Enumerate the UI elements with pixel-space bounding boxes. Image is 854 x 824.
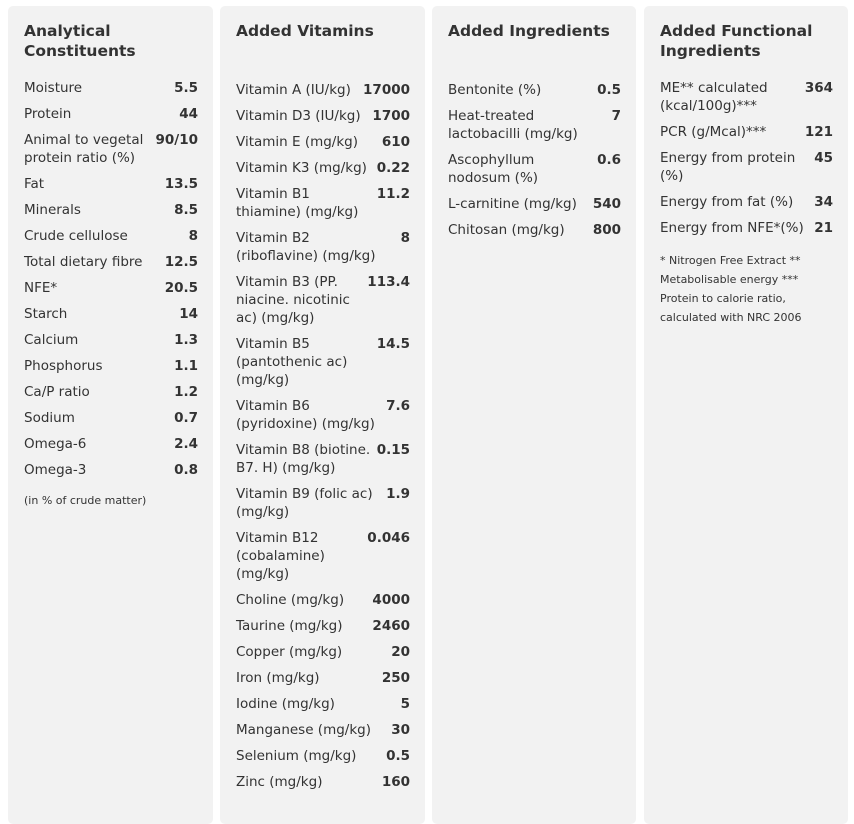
row-value: 1.3: [174, 332, 198, 348]
row-label: Vitamin B9 (folic ac) (mg/kg): [236, 486, 373, 520]
row-value: 34: [814, 194, 833, 210]
row-label: Bentonite (%): [448, 82, 542, 98]
row-value: 610: [381, 134, 410, 150]
panel-title: Added Ingredients: [448, 22, 610, 40]
table-row: [236, 485, 410, 521]
row-label: Fat: [24, 176, 45, 192]
table-row: [24, 253, 198, 271]
row-label: Energy from protein (%): [660, 150, 796, 184]
row-value: 13.5: [164, 176, 198, 192]
table-row: [660, 193, 833, 211]
table-row: [236, 721, 410, 739]
added-ingredients-panel: [432, 6, 636, 824]
table-row: [24, 175, 198, 193]
row-value: 7: [611, 108, 621, 124]
row-label: Ascophyllum nodosum (%): [448, 152, 539, 186]
row-label: Vitamin B8 (biotine. B7. H) (mg/kg): [236, 442, 371, 476]
row-value: 17000: [363, 82, 410, 98]
row-label: Choline (mg/kg): [236, 592, 345, 608]
row-label: Energy from fat (%): [660, 194, 794, 210]
table-row: [660, 79, 833, 115]
row-value: 1700: [372, 108, 410, 124]
panel-title: Added Functional Ingredients: [660, 22, 813, 60]
row-value: 250: [381, 670, 410, 686]
table-row: [24, 227, 198, 245]
table-row: [236, 159, 410, 177]
panel-title: Added Vitamins: [236, 22, 374, 40]
row-value: 1.1: [174, 358, 198, 374]
row-label: Vitamin B12 (cobalamine) (mg/kg): [236, 530, 325, 582]
table-row: [660, 123, 833, 141]
table-row: [24, 409, 198, 427]
table-row: [236, 695, 410, 713]
row-value: 1.2: [174, 384, 198, 400]
row-label: Minerals: [24, 202, 81, 218]
panel-title: Analytical Constituents: [24, 22, 136, 60]
row-value: 0.8: [174, 462, 198, 478]
table-row: [24, 357, 198, 375]
table-row: [24, 131, 198, 167]
row-value: 90/10: [155, 132, 198, 148]
row-value: 0.5: [386, 748, 410, 764]
table-row: [24, 305, 198, 323]
row-value: 4000: [372, 592, 410, 608]
row-value: 0.5: [597, 82, 621, 98]
row-label: Moisture: [24, 80, 83, 96]
row-label: Heat-treated lactobacilli (mg/kg): [448, 108, 578, 142]
table-row: [24, 435, 198, 453]
row-value: 8.5: [174, 202, 198, 218]
table-row: [448, 107, 621, 143]
row-value: 8: [400, 230, 410, 246]
row-value: 7.6: [386, 398, 410, 414]
row-label: Omega-6: [24, 436, 87, 452]
row-label: L-carnitine (mg/kg): [448, 196, 577, 212]
footnote: * Nitrogen Free Extract ** Metabolisable energy *** Protein to calorie ratio, calculated with NRC 2006: [660, 254, 802, 324]
table-row: [24, 461, 198, 479]
row-label: Vitamin D3 (IU/kg): [236, 108, 361, 124]
row-value: 14.5: [376, 336, 410, 352]
row-value: 540: [592, 196, 621, 212]
row-label: Calcium: [24, 332, 79, 348]
row-value: 12.5: [164, 254, 198, 270]
table-row: [236, 273, 410, 327]
row-value: 364: [804, 80, 833, 96]
table-row: [236, 397, 410, 433]
row-value: 0.15: [376, 442, 410, 458]
row-value: 160: [381, 774, 410, 790]
row-value: 0.22: [376, 160, 410, 176]
table-row: [236, 669, 410, 687]
row-label: Iron (mg/kg): [236, 670, 320, 686]
row-value: 113.4: [367, 274, 410, 290]
row-label: Vitamin B3 (PP. niacine. nicotinic ac) (mg/kg): [236, 274, 350, 326]
table-row: [236, 185, 410, 221]
analytical-constituents-panel: [8, 6, 213, 824]
table-row: [448, 195, 621, 213]
row-label: Vitamin A (IU/kg): [236, 82, 351, 98]
nutrient-list: [24, 79, 198, 479]
row-label: Vitamin B6 (pyridoxine) (mg/kg): [236, 398, 375, 432]
row-value: 20.5: [164, 280, 198, 296]
row-label: Total dietary fibre: [24, 254, 143, 270]
table-row: [236, 529, 410, 583]
table-row: [236, 747, 410, 765]
row-value: 0.6: [597, 152, 621, 168]
table-row: [236, 133, 410, 151]
row-value: 30: [391, 722, 410, 738]
row-label: Sodium: [24, 410, 75, 426]
functional-ingredient-list: [660, 79, 833, 237]
row-label: Vitamin B1 thiamine) (mg/kg): [236, 186, 359, 220]
row-label: Zinc (mg/kg): [236, 774, 323, 790]
row-label: Protein: [24, 106, 72, 122]
table-row: [24, 279, 198, 297]
row-label: Phosphorus: [24, 358, 103, 374]
table-row: [236, 773, 410, 791]
row-value: 2.4: [174, 436, 198, 452]
table-row: [236, 107, 410, 125]
row-label: NFE*: [24, 280, 58, 296]
table-row: [236, 335, 410, 389]
table-row: [24, 201, 198, 219]
table-row: [660, 219, 833, 237]
table-row: [448, 81, 621, 99]
added-functional-ingredients-panel: [644, 6, 848, 824]
table-row: [24, 79, 198, 97]
row-label: Vitamin B2 (riboflavine) (mg/kg): [236, 230, 376, 264]
table-row: [24, 383, 198, 401]
row-label: Crude cellulose: [24, 228, 128, 244]
table-row: [236, 591, 410, 609]
row-label: Starch: [24, 306, 68, 322]
table-row: [24, 331, 198, 349]
row-label: Omega-3: [24, 462, 87, 478]
table-row: [236, 617, 410, 635]
row-label: Vitamin B5 (pantothenic ac) (mg/kg): [236, 336, 348, 388]
added-vitamins-panel: [220, 6, 425, 824]
units-note: (in % of crude matter): [24, 494, 147, 507]
row-label: Manganese (mg/kg): [236, 722, 371, 738]
row-label: Iodine (mg/kg): [236, 696, 335, 712]
row-label: Animal to vegetal protein ratio (%): [24, 132, 144, 166]
row-value: 121: [804, 124, 833, 140]
row-value: 0.046: [367, 530, 410, 546]
table-row: [236, 441, 410, 477]
row-value: 44: [179, 106, 198, 122]
row-value: 20: [391, 644, 410, 660]
row-value: 0.7: [174, 410, 198, 426]
row-value: 2460: [372, 618, 410, 634]
row-label: Vitamin K3 (mg/kg): [236, 160, 367, 176]
row-label: Selenium (mg/kg): [236, 748, 357, 764]
row-value: 800: [592, 222, 621, 238]
table-row: [236, 643, 410, 661]
table-row: [448, 151, 621, 187]
row-value: 5.5: [174, 80, 198, 96]
table-row: [236, 81, 410, 99]
table-row: [236, 229, 410, 265]
row-label: Energy from NFE*(%): [660, 220, 804, 236]
row-label: Ca/P ratio: [24, 384, 90, 400]
row-value: 5: [400, 696, 410, 712]
row-label: Vitamin E (mg/kg): [236, 134, 359, 150]
row-value: 1.9: [386, 486, 410, 502]
row-value: 8: [188, 228, 198, 244]
row-value: 14: [179, 306, 198, 322]
row-value: 45: [814, 150, 833, 166]
ingredient-list: [448, 81, 621, 239]
row-label: PCR (g/Mcal)***: [660, 124, 767, 140]
row-value: 11.2: [376, 186, 410, 202]
row-label: Taurine (mg/kg): [236, 618, 343, 634]
row-label: Chitosan (mg/kg): [448, 222, 565, 238]
row-label: Copper (mg/kg): [236, 644, 343, 660]
table-row: [24, 105, 198, 123]
row-value: 21: [814, 220, 833, 236]
table-row: [448, 221, 621, 239]
row-label: ME** calculated (kcal/100g)***: [660, 80, 768, 114]
vitamin-list: [236, 81, 410, 791]
table-row: [660, 149, 833, 185]
